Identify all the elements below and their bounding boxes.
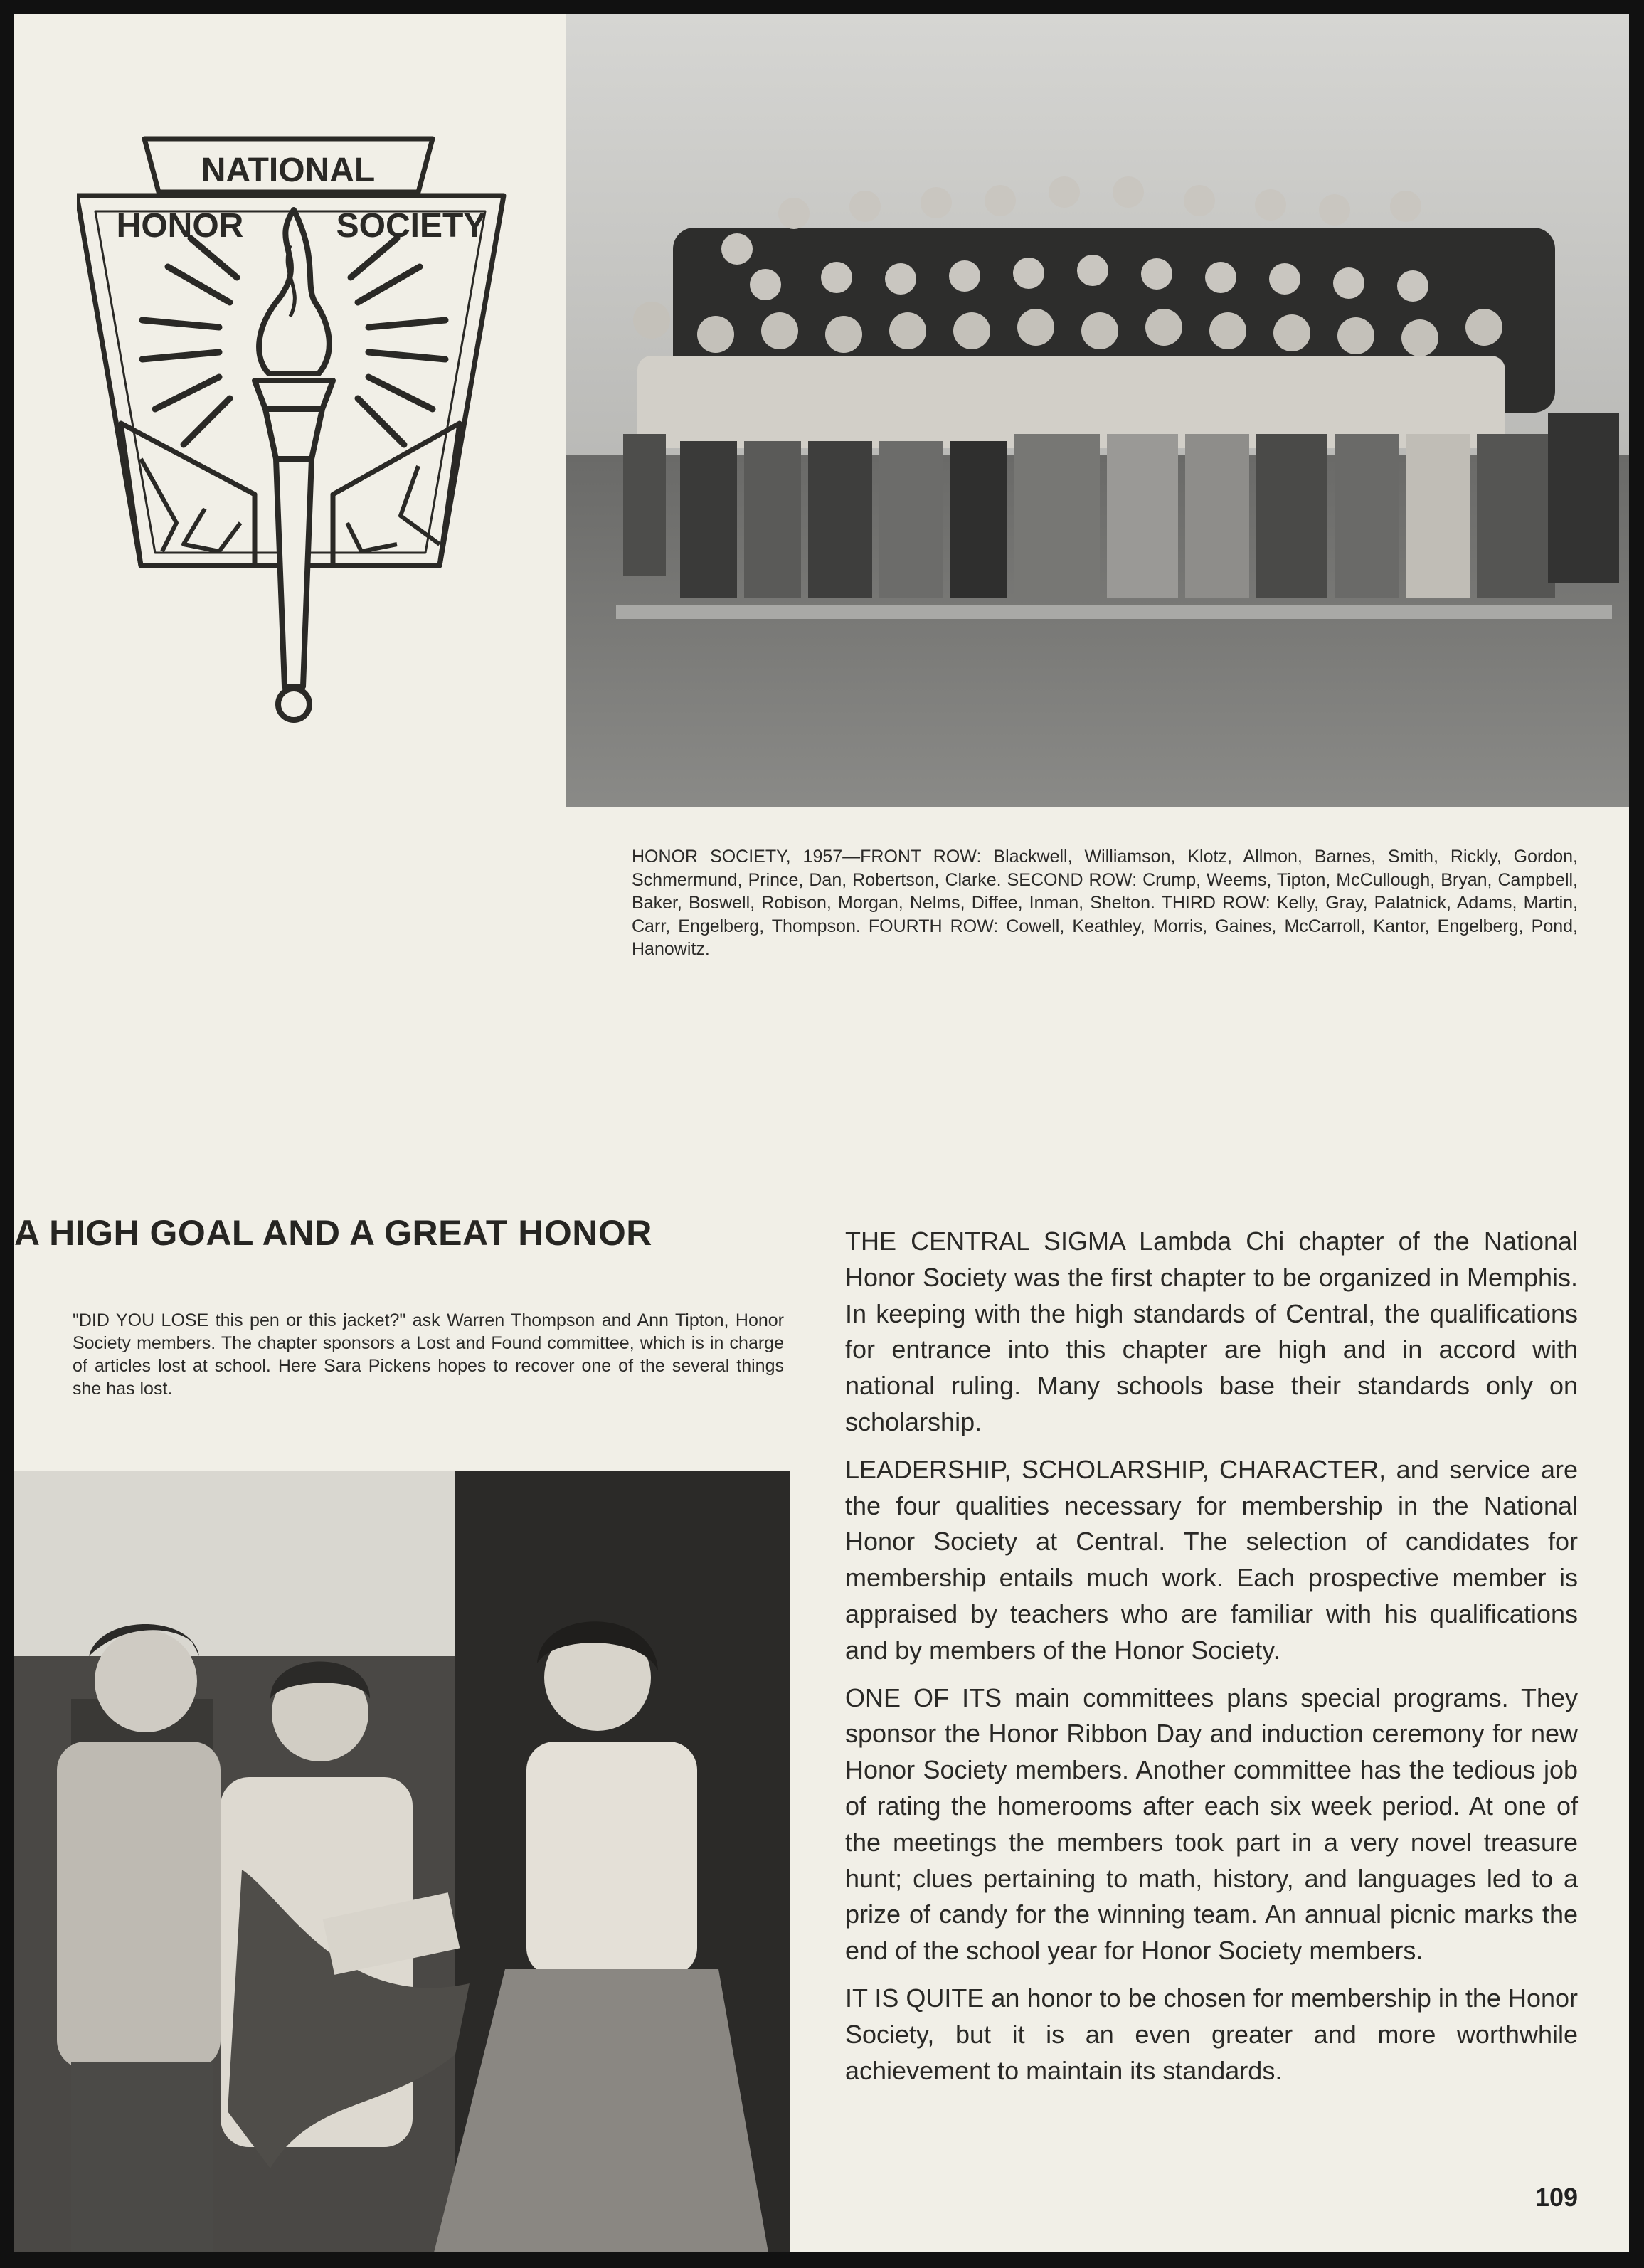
page-headline: A HIGH GOAL AND A GREAT HONOR [14,1213,652,1253]
article-body [845,1224,1578,2100]
lost-found-caption: "DID YOU LOSE this pen or this jacket?" ask Warren Thompson and Ann Tipton, Honor Society members. The chapter sponsors a Lost and Found committee, which is in charge of articles lost at school. Here Sara Pickens hopes to recover one of the several things she has lost. [73,1310,784,1399]
honor-society-emblem [77,124,511,736]
article-paragraph: THE CENTRAL SIGMA Lambda Chi chapter of the National Honor Society was the first chapter to be organized in Memphis. In keeping with the high standards of Central, the qualifications for entrance into this chapter are high and in accord with national ruling. Many schools base their standards only on scholarship. [845,1226,1578,1436]
lost-found-photo [14,1471,790,2252]
group-photo-caption: HONOR SOCIETY, 1957—FRONT ROW: Blackwell, Williamson, Klotz, Allmon, Barnes, Smith, Rickly, Gordon, Schmermund, Prince, Dan, Robertson, Clarke. SECOND ROW: Crump, Weems, Tipton, McCullough, Bryan, Campbell, Baker, Boswell, Robison, Morgan, Nelms, Diffee, Inman, Shelton. THIRD ROW: Kelly, Gray, Palatnick, Adams, Martin, Carr, Engelberg, Thompson. FOURTH ROW: Cowell, Keathley, Morris, Gaines, McCarroll, Kantor, Engelberg, Pond, Hanowitz. [632,847,1578,959]
article-paragraph: IT IS QUITE an honor to be chosen for membership in the Honor Society, but it is an even greater and more worthwhile achievement to maintain its standards. [845,1983,1578,2085]
article-paragraph: LEADERSHIP, SCHOLARSHIP, CHARACTER, and service are the four qualities necessary for membership in the National Honor Society at Central. The selection of candidates for membership entails much work. Each prospective member is appraised by teachers who are familiar with his qualifications and by members of the Honor Society. [845,1454,1578,1665]
emblem-text-honor: HONOR [116,207,244,245]
yearbook-page [14,14,1629,2252]
article-paragraph: ONE OF ITS main committees plans special programs. They sponsor the Honor Ribbon Day and induction ceremony for new Honor Society members. Another committee has the tedious job of rating the homerooms after each six week period. At one of the meetings the members took part in a very novel treasure hunt; clues pertaining to math, history, and languages led to a prize of candy for the winning team. An annual picnic marks the end of the school year for Honor Society members. [845,1683,1578,1966]
emblem-text-society: SOCIETY [336,207,487,245]
group-photo [566,14,1629,807]
emblem-text-national: NATIONAL [201,152,376,189]
page-number: 109 [1534,2183,1578,2212]
